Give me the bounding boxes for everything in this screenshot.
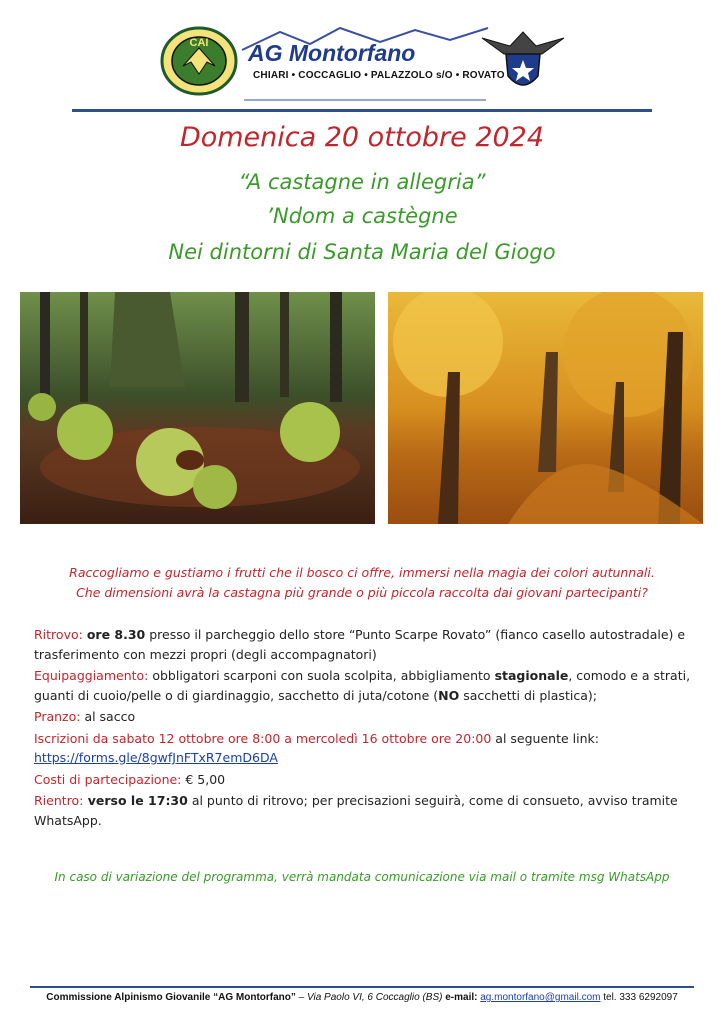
event-dialect-title: ’Ndom a castègne bbox=[266, 204, 458, 228]
ritrovo-time: ore 8.30 bbox=[86, 627, 146, 642]
cai-logo-icon bbox=[160, 26, 238, 96]
footer-address: – Via Paolo VI, 6 Coccaglio (BS) bbox=[295, 992, 446, 1003]
equip-no: NO bbox=[438, 687, 460, 703]
detail-iscrizioni bbox=[34, 729, 694, 768]
detail-rientro bbox=[34, 791, 694, 830]
event-date: Domenica 20 ottobre 2024 bbox=[179, 122, 545, 153]
intro-line-2: Che dimensioni avrà la castagna più grande o più piccola raccolta dai giovani partecipanti? bbox=[76, 585, 648, 600]
intro-line-1: Raccogliamo e gustiamo i frutti che il bosco ci offre, immersi nella magia dei colori autunnali. bbox=[69, 565, 655, 580]
footer bbox=[0, 992, 724, 1003]
equip-label: Equipaggiamento: bbox=[34, 668, 149, 683]
event-place: Nei dintorni di Santa Maria del Giogo bbox=[168, 240, 556, 264]
equip-text-c: sacchetti di plastica); bbox=[459, 687, 597, 703]
rientro-label: Rientro: bbox=[34, 793, 84, 808]
detail-pranzo bbox=[34, 707, 694, 727]
costi-text: € 5,00 bbox=[181, 771, 226, 787]
iscrizioni-text: al seguente link: bbox=[491, 730, 599, 746]
detail-costi bbox=[34, 770, 694, 790]
footer-rule bbox=[30, 986, 694, 988]
variation-note: In caso di variazione del programma, verrà mandata comunicazione via mail o tramite msg WhatsApp bbox=[54, 870, 670, 884]
registration-link[interactable]: https://forms.gle/8gwfJnFTxR7emD6DA bbox=[34, 750, 278, 765]
header-rule bbox=[72, 109, 652, 112]
rientro-time: verso le 17:30 bbox=[83, 793, 188, 808]
pranzo-label: Pranzo: bbox=[34, 709, 81, 724]
equip-text-a: obbligatori scarponi con suola scolpita, abbigliamento bbox=[148, 668, 495, 683]
footer-email-label: e-mail: bbox=[445, 992, 478, 1003]
footer-org: Commissione Alpinismo Giovanile “AG Montorfano” bbox=[46, 992, 296, 1003]
svg-text:CAI: CAI bbox=[189, 37, 209, 49]
org-title: AG Montorfano bbox=[248, 40, 416, 66]
mountain-eagle-logo-icon bbox=[480, 24, 566, 96]
equip-bold: stagionale bbox=[494, 668, 569, 683]
rientro-text: al punto di ritrovo; per precisazioni seguirà, come di consueto, avviso tramite WhatsApp. bbox=[34, 793, 678, 828]
ritrovo-text: presso il parcheggio dello store “Punto Scarpe Rovato” (fianco casello autostradale) e trasferimento con mezzi propri (degli accompagnatori) bbox=[34, 627, 686, 662]
iscrizioni-label: Iscrizioni da sabato 12 ottobre ore 8:00 a mercoledì 16 ottobre ore 20:00 bbox=[34, 730, 492, 746]
costi-label: Costi di partecipazione: bbox=[34, 771, 182, 787]
footer-phone: tel. 333 6292097 bbox=[600, 992, 678, 1003]
equip-text-b: , comodo e a strati, guanti di cuoio/pelle o di giardinaggio, sacchetto di juta/cotone ( bbox=[34, 668, 691, 703]
chestnuts-forest-photo bbox=[20, 292, 375, 524]
event-details bbox=[34, 625, 694, 832]
detail-ritrovo bbox=[34, 625, 694, 664]
pranzo-text: al sacco bbox=[80, 709, 136, 724]
ritrovo-label: Ritrovo: bbox=[34, 627, 83, 642]
footer-email-link[interactable]: ag.montorfano@gmail.com bbox=[480, 992, 601, 1003]
autumn-forest-photo bbox=[388, 292, 703, 524]
event-title: “A castagne in allegria” bbox=[238, 170, 486, 194]
intro-text bbox=[40, 563, 684, 603]
detail-equipaggiamento bbox=[34, 666, 694, 705]
org-towns: CHIARI • COCCAGLIO • PALAZZOLO s/O • ROVATO bbox=[253, 70, 505, 81]
